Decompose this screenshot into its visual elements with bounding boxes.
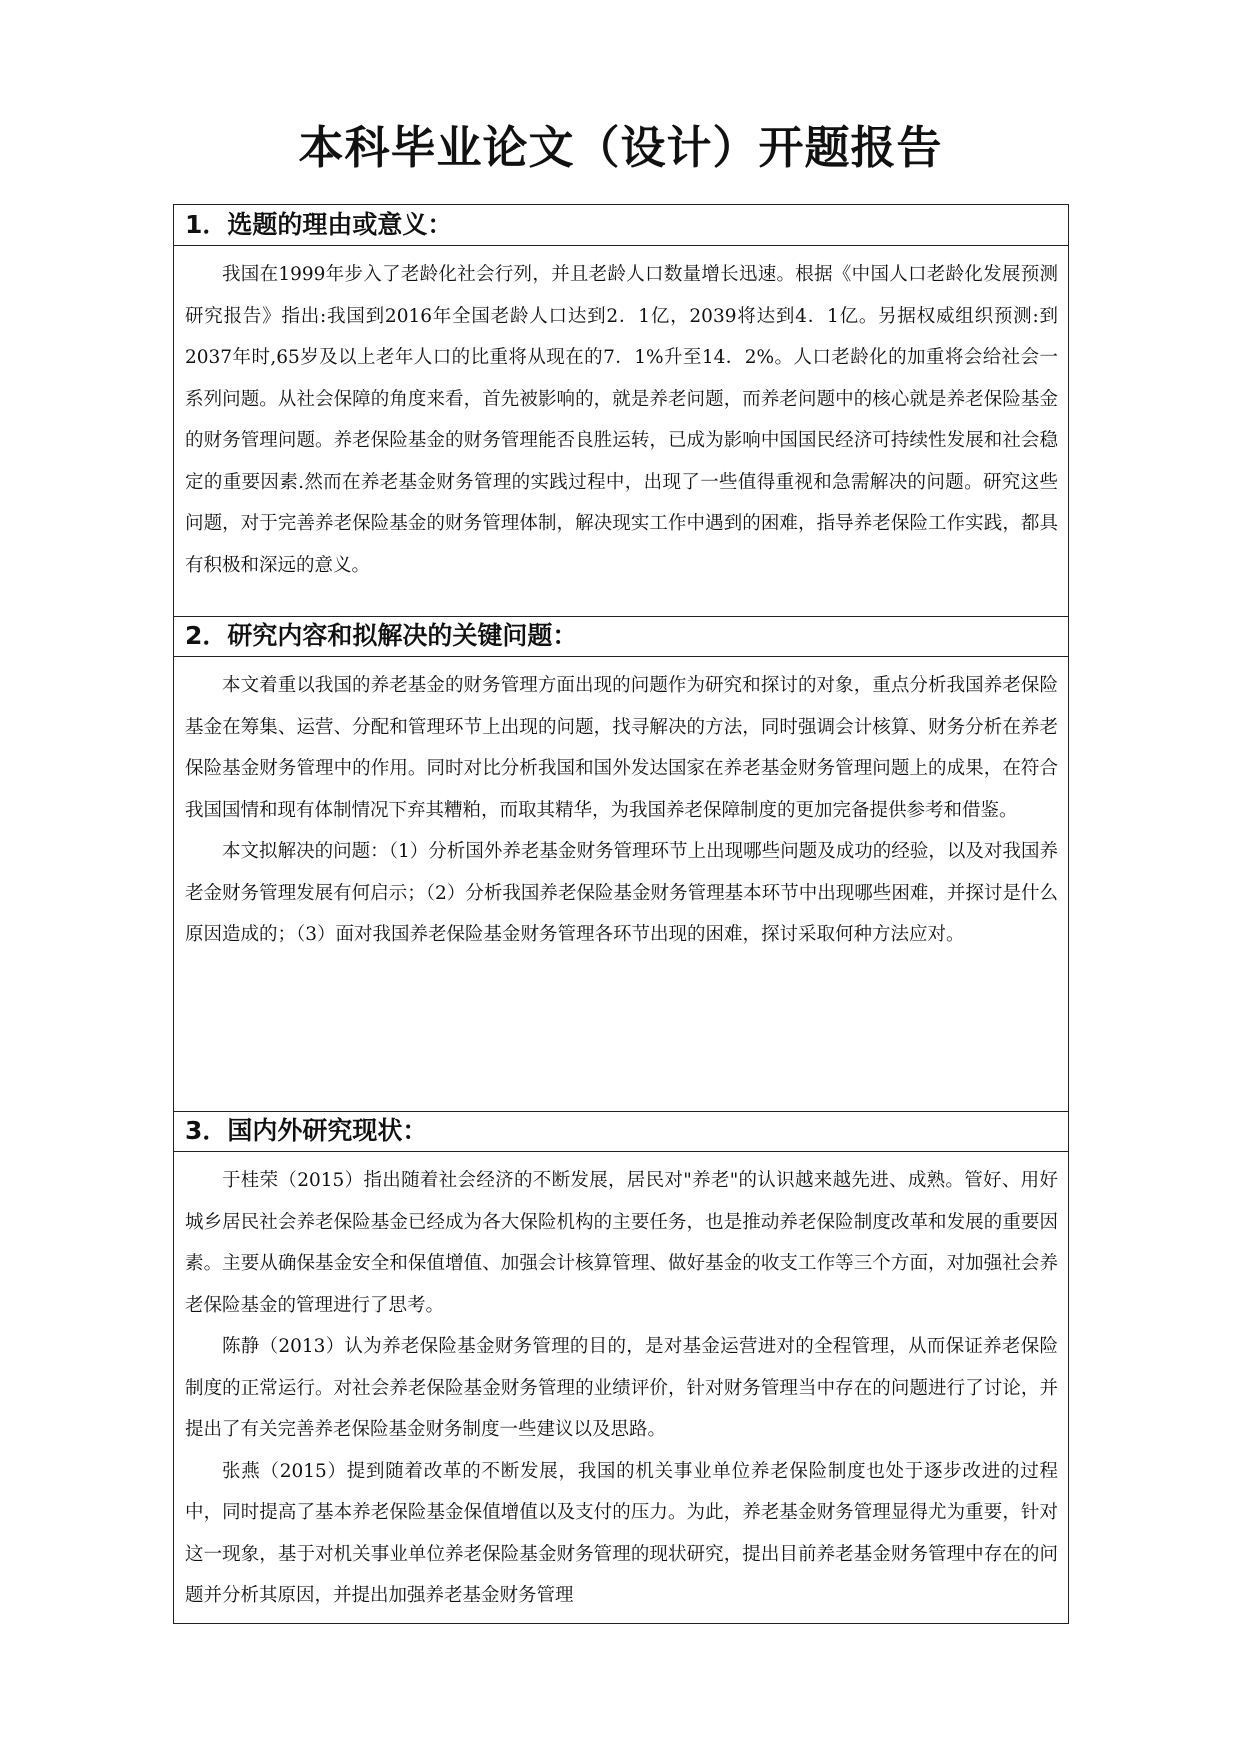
- section-1-body: [185, 254, 1058, 586]
- section-3-heading: 3．国内外研究现状：: [185, 1116, 428, 1145]
- divider: [174, 656, 1068, 657]
- report-table: [173, 204, 1069, 1624]
- paragraph: 我国在1999年步入了老龄化社会行列，并且老龄人口数量增长迅速。根据《中国人口老龄化发展预测研究报告》指出:我国到2016年全国老龄人口达到2．1亿，2039将达到4．1亿。另据权威组织预测:到2037年时,65岁及以上老年人口的比重将从现在的7．1%升至14．2%。人口老龄化的加重将会给社会一系列问题。从社会保障的角度来看，首先被影响的，就是养老问题，而养老问题中的核心就是养老保险基金的财务管理问题。养老保险基金的财务管理能否良胜运转，已成为影响中国国民经济可持续性发展和社会稳定的重要因素.然而在养老基金财务管理的实践过程中，出现了一些值得重视和急需解决的问题。研究这些问题，对于完善养老保险基金的财务管理体制，解决现实工作中遇到的困难，指导养老保险工作实践，都具有积极和深远的意义。: [185, 264, 1058, 576]
- section-2-heading: 2．研究内容和拟解决的关键问题：: [185, 621, 578, 650]
- section-3-body: [185, 1160, 1058, 1617]
- page-title: 本科毕业论文（设计）开题报告: [298, 121, 943, 174]
- paragraph: 本文着重以我国的养老基金的财务管理方面出现的问题作为研究和探讨的对象，重点分析我国养老保险基金在筹集、运营、分配和管理环节上出现的问题，找寻解决的方法，同时强调会计核算、财务分析在养老保险基金财务管理中的作用。同时对比分析我国和国外发达国家在养老基金财务管理问题上的成果，在符合我国国情和现有体制情况下弃其糟粕，而取其精华，为我国养老保障制度的更加完备提供参考和借鉴。: [185, 675, 1058, 821]
- paragraph: 张燕（2015）提到随着改革的不断发展，我国的机关事业单位养老保险制度也处于逐步改进的过程中，同时提高了基本养老保险基金保值增值以及支付的压力。为此，养老基金财务管理显得尤为重要，针对这一现象，基于对机关事业单位养老保险基金财务管理的现状研究，提出目前养老基金财务管理中存在的问题并分析其原因，并提出加强养老基金财务管理: [185, 1460, 1058, 1606]
- section-1-heading: 1．选题的理由或意义：: [185, 210, 453, 239]
- paragraph: 本文拟解决的问题：（1）分析国外养老基金财务管理环节上出现哪些问题及成功的经验，以及对我国养老金财务管理发展有何启示；（2）分析我国养老保险基金财务管理基本环节中出现哪些困难，并探讨是什么原因造成的；（3）面对我国养老保险基金财务管理各环节出现的困难，探讨采取何种方法应对。: [185, 841, 1058, 945]
- paragraph: 陈静（2013）认为养老保险基金财务管理的目的，是对基金运营进对的全程管理，从而保证养老保险制度的正常运行。对社会养老保险基金财务管理的业绩评价，针对财务管理当中存在的问题进行了讨论，并提出了有关完善养老保险基金财务制度一些建议以及思路。: [185, 1336, 1058, 1440]
- divider: [174, 1151, 1068, 1152]
- divider: [174, 245, 1068, 246]
- section-2-body: [185, 665, 1058, 956]
- paragraph: 于桂荣（2015）指出随着社会经济的不断发展，居民对"养老"的认识越来越先进、成熟。管好、用好城乡居民社会养老保险基金已经成为各大保险机构的主要任务，也是推动养老保险制度改革和发展的重要因素。主要从确保基金安全和保值增值、加强会计核算管理、做好基金的收支工作等三个方面，对加强社会养老保险基金的管理进行了思考。: [185, 1170, 1058, 1316]
